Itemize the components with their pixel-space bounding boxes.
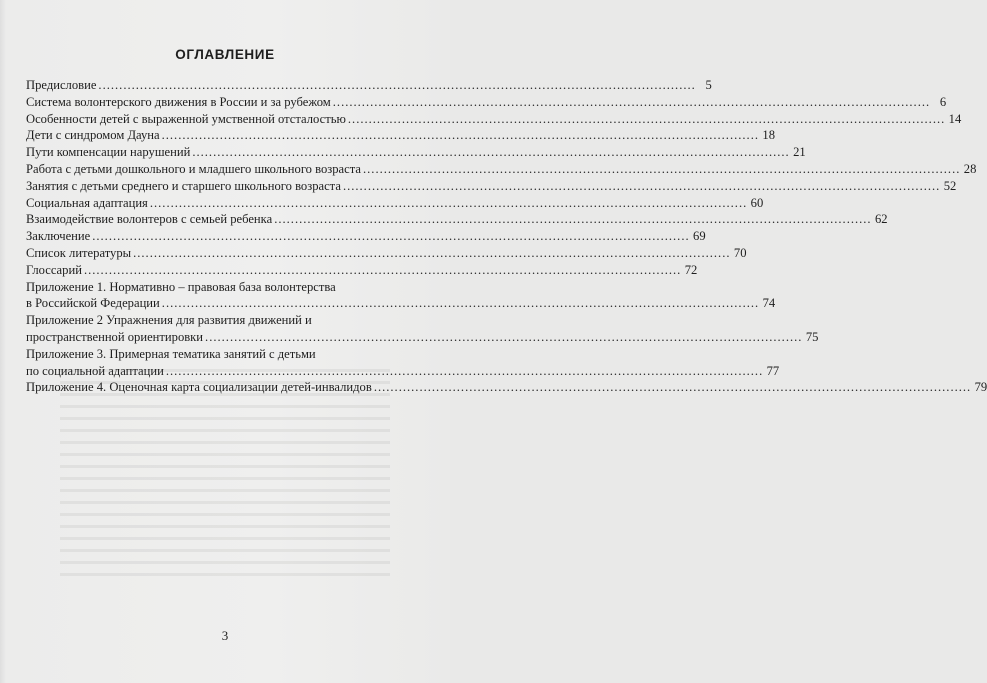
toc-entry-label-cont: в Российской Федерации bbox=[26, 296, 160, 311]
toc-entry-page: 52 bbox=[943, 178, 957, 193]
toc-entry-page: 75 bbox=[805, 329, 819, 344]
page-number: 3 bbox=[221, 628, 229, 643]
toc-entry-label: Приложение 4. Оценочная карта социализации детей-инвалидов bbox=[26, 380, 372, 395]
dot-leader bbox=[133, 245, 730, 262]
dot-leader bbox=[150, 195, 747, 212]
toc-entry-label: Система волонтерского движения в России и за рубежом bbox=[26, 94, 331, 109]
toc-appendix-entry bbox=[26, 346, 780, 380]
toc-entry-label: Особенности детей с выраженной умственной отсталостью bbox=[26, 111, 346, 126]
toc-entry bbox=[26, 94, 947, 111]
toc-entry-label: Список литературы bbox=[26, 245, 132, 260]
toc-entry-label: Приложение 1. Нормативно – правовая база волонтерства bbox=[26, 279, 336, 294]
toc-entry-label: Пути компенсации нарушений bbox=[26, 145, 191, 160]
dot-leader bbox=[205, 329, 802, 346]
toc-entry-continuation bbox=[26, 363, 780, 380]
toc-entry bbox=[26, 127, 775, 144]
toc-entry bbox=[26, 245, 747, 262]
toc-entry bbox=[26, 195, 764, 212]
dot-leader bbox=[374, 379, 971, 396]
toc-appendix-entry bbox=[26, 312, 819, 346]
toc-entry-page: 14 bbox=[948, 111, 962, 126]
toc-entry-page: 5 bbox=[705, 78, 712, 92]
toc-entry bbox=[26, 111, 962, 128]
toc-entry-page: 18 bbox=[762, 128, 775, 143]
toc-entry-label: Глоссарий bbox=[26, 262, 82, 277]
dot-leader bbox=[274, 211, 871, 228]
dot-leader bbox=[162, 295, 759, 312]
dot-leader bbox=[92, 228, 689, 245]
dot-leader bbox=[343, 178, 940, 195]
toc-entry-page: 6 bbox=[939, 94, 947, 109]
toc-entry-page: 60 bbox=[750, 195, 764, 210]
toc-entry-label: Предисловие bbox=[26, 78, 97, 92]
dot-leader bbox=[348, 111, 945, 128]
toc-entry-label-cont: по социальной адаптации bbox=[26, 363, 164, 378]
toc-entry-continuation bbox=[26, 295, 776, 312]
toc-entry bbox=[26, 262, 698, 279]
toc-entry-label: Приложение 2 Упражнения для развития движений и bbox=[26, 313, 312, 328]
toc-entry-label-cont: пространственной ориентировки bbox=[26, 329, 204, 344]
toc-entry-label: Приложение 3. Примерная тематика занятий с детьми bbox=[26, 346, 316, 361]
toc-entry-page: 70 bbox=[733, 245, 747, 260]
toc-entry bbox=[26, 178, 957, 195]
dot-leader bbox=[363, 161, 960, 178]
dot-leader bbox=[98, 77, 695, 94]
table-of-contents bbox=[26, 77, 987, 396]
dot-leader bbox=[162, 127, 759, 144]
toc-entry-label: Взаимодействие волонтеров с семьей ребенка bbox=[26, 212, 273, 227]
dot-leader bbox=[333, 94, 930, 111]
toc-entry bbox=[26, 228, 706, 245]
page-title: ОГЛАВЛЕНИЕ bbox=[175, 47, 275, 62]
toc-entry bbox=[26, 144, 806, 161]
toc-entry bbox=[26, 161, 977, 178]
toc-entry-page: 69 bbox=[693, 229, 706, 244]
toc-entry-page: 28 bbox=[963, 161, 977, 176]
toc-appendix-entry bbox=[26, 279, 776, 313]
toc-entry-label: Заключение bbox=[26, 229, 91, 244]
toc-entry-label: Дети с синдромом Дауна bbox=[26, 128, 160, 143]
toc-entry-label: Работа с детьми дошкольного и младшего школьного возраста bbox=[26, 161, 361, 176]
toc-entry-label: Занятия с детьми среднего и старшего школьного возраста bbox=[26, 178, 341, 193]
dot-leader bbox=[84, 262, 681, 279]
toc-entry-label: Социальная адаптация bbox=[26, 195, 148, 210]
toc-entry-continuation bbox=[26, 329, 819, 346]
toc-entry-page: 21 bbox=[793, 145, 806, 160]
toc-entry bbox=[26, 211, 888, 228]
dot-leader bbox=[192, 144, 789, 161]
toc-entry bbox=[26, 379, 987, 396]
dot-leader bbox=[166, 363, 763, 380]
toc-entry-page: 77 bbox=[766, 363, 780, 378]
toc-entry-page: 62 bbox=[874, 212, 888, 227]
toc-entry-page: 79 bbox=[974, 380, 987, 395]
toc-entry-page: 74 bbox=[762, 296, 776, 311]
toc-entry-page: 72 bbox=[684, 262, 698, 277]
toc-entry bbox=[26, 77, 712, 94]
